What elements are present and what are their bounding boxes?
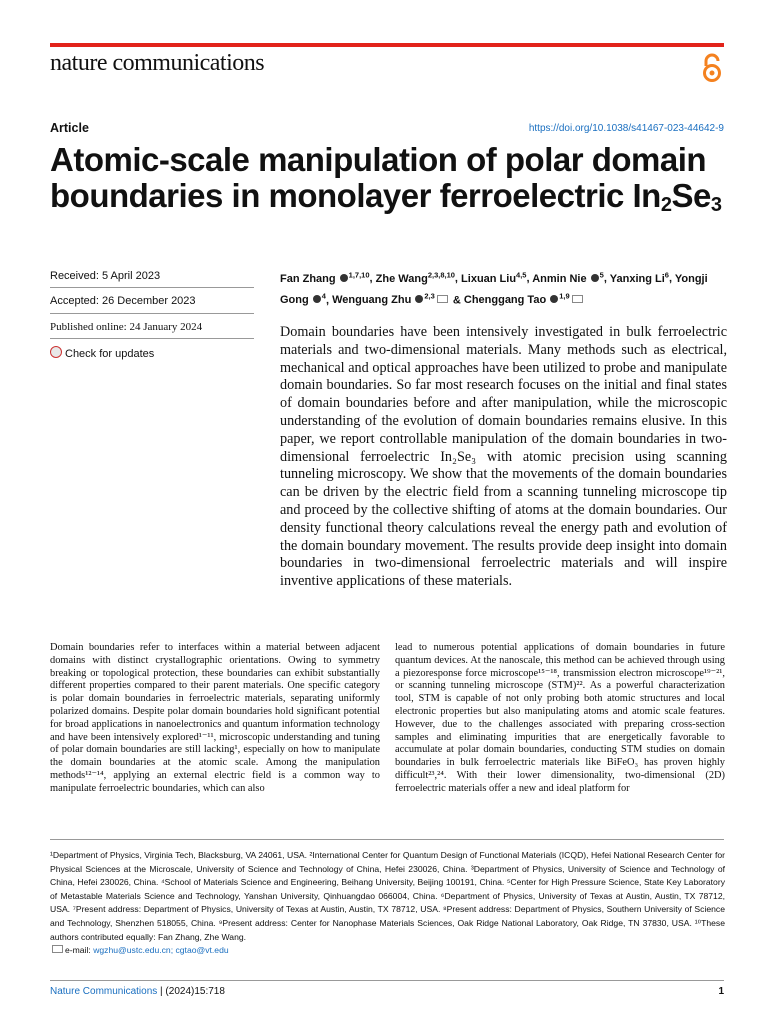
affiliations: ¹Department of Physics, Virginia Tech, Blacksburg, VA 24061, USA. ²International Center for Quantum Design of Functional Materials (ICQD), Hefei National Research Center for Physical Sciences at the Microscale, University of Science and Technology of China, Hefei 230026, China. ³Department of Physics, University of Science and Technology of China, Hefei 230026, China. ⁴School of Materials Science and Engineering, Beihang University, Beijing 100191, China. ⁵Center for High Pressure Science, State Key Laboratory of Metastable Materials Science and Technology, Yanshan University, Qinhuangdao 066004, China. ⁶Department of Physics, University of Texas at Austin, Austin, TX 78712, USA. ⁷Present address: Department of Physics, University of Texas at Austin, Austin, TX 78712, USA. ⁸Present address: Department of Physics, Southern University of Science and Technology, Shenzhen 518055, China. ⁹Present address: Center for Nanophase Materials Sciences, Oak Ridge National Laboratory, Oak Ridge, TN 37830, USA. ¹⁰These authors contributed equally: Fan Zhang, Zhe Wang. e-mail: wgzhu@ustc.edu.cn; cgtao@vt.edu	[50, 850, 725, 956]
orcid-icon[interactable]	[591, 274, 599, 282]
received-date: Received: 5 April 2023	[50, 270, 161, 282]
author[interactable]: Lixuan Liu$^{4,5}$	[461, 270, 527, 285]
doi-link[interactable]: https://doi.org/10.1038/s41467-023-44642-9	[528, 123, 724, 134]
check-updates-icon	[50, 346, 62, 358]
meta-divider	[50, 287, 254, 288]
author[interactable]: Yanxing Li$^6$	[609, 270, 669, 285]
orcid-icon[interactable]	[550, 295, 558, 303]
orcid-icon[interactable]	[415, 295, 423, 303]
author[interactable]: Fan Zhang $^{1,7,10}$	[280, 270, 370, 285]
accepted-date: Accepted: 26 December 2023	[50, 295, 196, 307]
open-access-icon[interactable]	[700, 52, 724, 84]
article-type: Article	[50, 121, 89, 135]
author[interactable]: Anmin Nie $^5$	[532, 270, 604, 285]
published-date: Published online: 24 January 2024	[50, 321, 203, 333]
orcid-icon[interactable]	[340, 274, 348, 282]
body-column-right: lead to numerous potential applications of domain boundaries in future quantum devices. At the nanoscale, this method can be achieved through using a piezoresponse force microscope¹⁵⁻¹⁸, transmission electron microscope¹⁹⁻²¹, or scanning tunneling microscope (STM)²². As a powerful characterization tool, STM is capable of not only probing both atomic structures and local electronic properties but also manipulating atoms and atomic scale features. However, due to the challenges associated with preparing cross-section samples and eliminating impurities that are energetically favorable to accumulate at polar domain boundaries, conducting STM studies on domain boundaries in bulk ferroelectric materials like BiFeO₃ has proven highly difficult²³,²⁴. With their lower dimensionality, two-dimensional (2D) ferroelectric materials offer a new and ideal platform for	[395, 642, 725, 794]
header-rule	[50, 43, 724, 47]
footnote-divider	[50, 839, 724, 840]
paper-title: Atomic-scale manipulation of polar domain boundaries in monolayer ferroelectric $In_2Se_3$	[50, 141, 722, 216]
email-links[interactable]: wgzhu@ustc.edu.cn; cgtao@vt.edu	[93, 945, 229, 956]
journal-name[interactable]: nature communications	[50, 50, 265, 76]
check-updates-button[interactable]: Check for updates	[50, 346, 254, 360]
author[interactable]: Wenguang Zhu $^{2,3}$	[332, 294, 450, 306]
footer-journal[interactable]: Nature Communications	[50, 986, 158, 997]
author-list: Fan Zhang $^{1,7,10}$, Zhe Wang$^{2,3,8,10}$, Lixuan Liu$^{4,5}$, Anmin Nie $^5$, Yanxing Li$^6$, Yongji Gong $^4$, Wenguang Zhu $^{2,3}$ & Chenggang Tao $^{1,9}$	[280, 270, 708, 307]
abstract: Domain boundaries have been intensively investigated in bulk ferroelectric materials and two-dimensional materials. Many methods such as electrical, mechanical and optical approaches have been utilized to probe and manipulate domain boundaries. So far most research focuses on the initial and final states of domain boundaries before and after manipulation, while the microscopic understanding of the evolution of domain boundaries remains elusive. In this paper, we report controllable manipulation of the domain boundaries in two-dimensional ferroelectric In₂Se₃ with atomic precision using scanning tunneling microscopy. We show that the movements of the domain boundaries can be driven by the electric field from a scanning tunneling microscope tip and proceed by the collective shifting of atoms at the domain boundaries. Our density functional theory calculations reveal the energy path and evolution of the domain boundary movement. The results provide deep insight into domain boundaries in two-dimensional ferroelectric materials and will inspire inventive applications of these materials.	[280, 324, 727, 590]
author[interactable]: Chenggang Tao $^{1,9}$	[464, 294, 585, 306]
email-icon[interactable]	[437, 295, 448, 303]
author[interactable]: Yongji Gong $^4$	[280, 272, 708, 307]
body-column-left: Domain boundaries refer to interfaces within a material between adjacent domains with distinct crystallographic orientations. Owing to symmetry breaking or topological protection, these boundaries can exhibit substantially different properties compared to their parent materials. One specific category is polar domain boundaries in ferroelectric materials, separating uniformly polarized domains. Despite polar domain boundaries hold significant potential for broad applications in nanoelectronics and quantum information technology and have been intensively explored¹⁻¹¹, microscopic understanding and tuning of polar domain boundaries are still lacking¹, especially on how to manipulate the domain boundaries at the atomic scale. Among the manipulation methods¹²⁻¹⁴, applying an external electric field is a common way to manipulate ferroelectric boundaries, which can also	[50, 642, 380, 794]
email-icon	[52, 945, 63, 953]
footer-divider	[50, 980, 724, 981]
orcid-icon[interactable]	[313, 295, 321, 303]
email-label: e-mail:	[65, 945, 91, 956]
footer-citation: Nature Communications | (2024)15:718	[50, 986, 225, 997]
author[interactable]: Zhe Wang$^{2,3,8,10}$	[375, 270, 455, 285]
email-icon[interactable]	[572, 295, 583, 303]
meta-divider	[50, 313, 254, 314]
meta-divider	[50, 338, 254, 339]
page-number: 1	[718, 986, 724, 997]
